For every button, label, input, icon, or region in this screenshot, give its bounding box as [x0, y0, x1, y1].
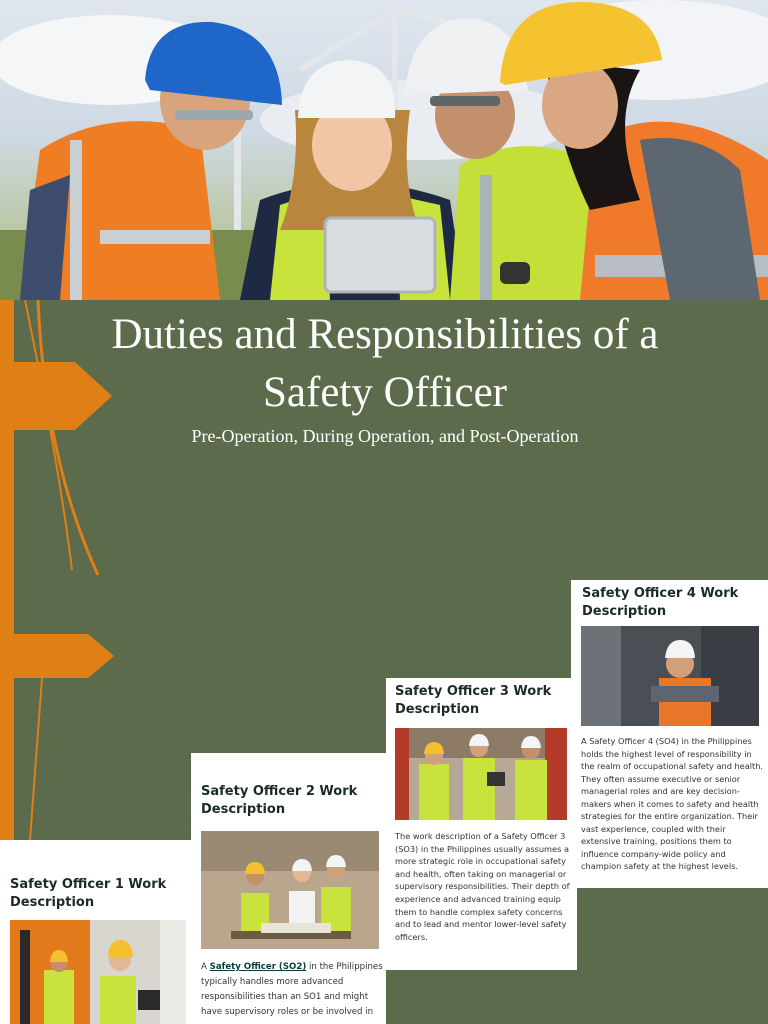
safety-officer-so2-link[interactable]: Safety Officer (SO2): [209, 962, 307, 972]
title-line-2: Safety Officer: [263, 369, 507, 416]
card-3-photo: [395, 728, 567, 820]
card-safety-officer-2: [191, 753, 386, 1024]
card-4-description: A Safety Officer 4 (SO4) in the Philippines holds the highest level of responsibility in the realm of occupational safety and health. They often assume executive or senior managerial roles and are key decision-makers when it comes to safety and health strategies for the entire organization. Their vast experience, coupled with their extensive training, positions them to influence company-wide policy and champion safety at the highest levels.: [581, 736, 764, 871]
card-1-photo: [10, 920, 186, 1024]
card-4-title-line-1: Safety Officer 4 Work: [582, 586, 739, 601]
card-1-title-line-2: Description: [10, 894, 95, 910]
card-2-text-body: in the Philippines typically handles more advanced responsibilities than an SO1 and might have supervisory roles or be involved in: [201, 962, 383, 1017]
card-safety-officer-4: [571, 580, 768, 888]
card-2-description: [201, 960, 383, 1020]
card-2-text-prefix: A: [201, 962, 210, 972]
card-3-description: The work description of a Safety Officer 3 (SO3) in the Philippines usually assumes a more strategic role in occupational safety and health, often taking on managerial or supervisory responsibilities. Their depth of experience and advanced training equip them to handle complex safety concerns and to lead and mentor lower-level safety officers.: [395, 831, 570, 942]
card-2-photo: [201, 831, 379, 949]
title-line-1: Duties and Responsibilities of a: [111, 311, 659, 358]
card-1-title-line-1: Safety Officer 1 Work: [10, 877, 167, 892]
card-safety-officer-1: [0, 840, 191, 1024]
slide-subtitle: Pre-Operation, During Operation, and Post-Operation: [191, 426, 579, 446]
card-safety-officer-3: [386, 678, 577, 970]
card-2-title-line-2: Description: [201, 801, 286, 817]
card-3-title-line-1: Safety Officer 3 Work: [395, 684, 552, 699]
card-3-title-line-2: Description: [395, 701, 480, 717]
card-2-title-line-1: Safety Officer 2 Work: [201, 784, 358, 799]
card-4-photo: [581, 626, 759, 726]
slide-title: [40, 306, 730, 422]
card-4-title-line-2: Description: [582, 603, 667, 619]
hero-photo: [0, 0, 768, 300]
